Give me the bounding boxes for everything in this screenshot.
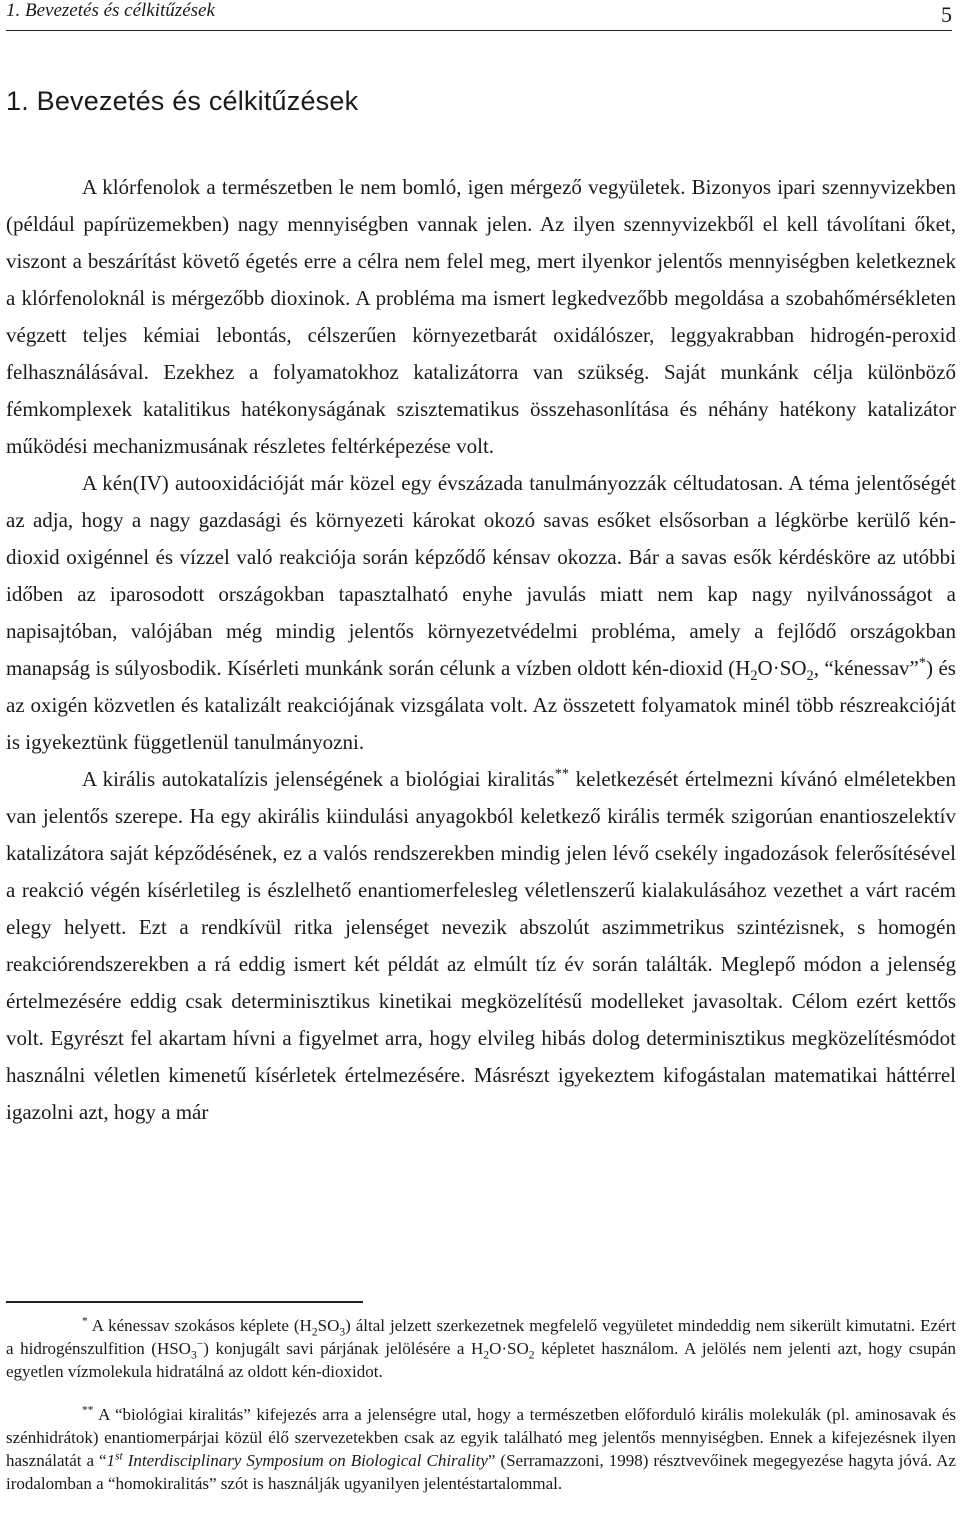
symposium-title: Interdisciplinary Symposium on Biological Chirality [122, 1451, 488, 1470]
subscript: 3 [339, 1325, 346, 1339]
subscript: 2 [750, 668, 758, 685]
p3-text-after: keletkezését értelmezni kívánó elméletekben van jelentős szerepe. Ha egy akirális kiindulási anyagokból keletkező királis termék szigorúan enantioszelektív katalizátora saját képződésének, ez a valós rendszerekben mindig jelen lévő csekély ingadozások felerősítésével a reakció végén kísérletileg is észlelhető enantiomerfelesleg véletlenszerű kialakulásához vezethet a várt racém elegy helyett. Ezt a rendkívül ritka jelenséget nevezik abszolút aszimmetrikus szintézisnek, s homogén reakciórendszerekben a rá eddig ismert két példát az elmúlt tíz év során találták. Meglepő módon a jelenség értelmezésére eddig csak determinisztikus kinetikai megközelítésű modelleket javasoltak. Célom ezért kettős volt. Egyrészt fel akartam hívni a figyelmet arra, hogy elvileg hibás dolog determinisztikus megközelítésmódot használni véletlen kimenetű kísérletek értelmezésére. Másrészt igyekeztem kifogástalan matematikai háttérrel igazolni azt, hogy a már [6, 767, 956, 1124]
footnote-divider [6, 1301, 363, 1303]
subscript: 2 [806, 668, 814, 685]
footnote-ref-1[interactable]: * [918, 655, 927, 671]
footnote-1 [6, 1314, 956, 1383]
chapter-heading: 1. Bevezetés és célkitűzések [6, 86, 359, 116]
footnotes [6, 1314, 956, 1495]
subscript: 2 [528, 1348, 535, 1362]
footnote-text: ) által jelzett szerkezetnek megfelelő vegyületet mindeddig nem sikerült kimutatni. Ezért a hidrogénszulfition (HSO [6, 1316, 956, 1358]
body-text [6, 169, 956, 1131]
subscript: 3 [190, 1348, 197, 1362]
ordinal-suffix: st [115, 1449, 123, 1463]
paragraph-2 [6, 465, 956, 761]
footnote-text: képletet használom. A jelölés nem jelenti azt, hogy csupán egyetlen vízmolekula hidratálná az oldott kén-dioxidot. [6, 1339, 957, 1381]
subscript: 2 [311, 1325, 318, 1339]
footnote-text: A “biológiai kiralitás” kifejezés arra a jelenségre utal, hogy a természetben előforduló királis molekulák (pl. aminosavak és szénhidrátok) enantiomerpárjai közül élő szervezetekben csak az egyik található meg jelentős mennyiségben. Ennek a kifejezésnek ilyen használatát a “ [6, 1405, 956, 1470]
p2-text-after: ) és az oxigén közvetlen és katalizált reakciójának vizsgálata volt. Az összetett folyamatok minél több részreakcióját is igyekeztünk függetlenül tanulmányozni. [6, 656, 956, 754]
footnote-text: A kénessav szokásos képlete (H [87, 1316, 312, 1335]
page-number: 5 [941, 2, 952, 27]
footnote-text: SO [317, 1316, 340, 1335]
footnote-text: ” (Serramazzoni, 1998) résztvevőinek megegyezése hagyta jóvá. Az irodalomban a “homokiralitás” szót is használják ugyanilyen jelentéstartalommal. [6, 1451, 956, 1493]
footnote-mark: * [82, 1314, 88, 1328]
p2-text: , “kénessav” [813, 656, 919, 680]
symposium-name [107, 1451, 488, 1470]
footnote-ref-2[interactable]: ** [554, 766, 569, 782]
paragraph-3 [6, 761, 956, 1131]
p2-text-before: A kén(IV) autooxidációját már közel egy évszázada tanulmányozzák céltudatosan. A téma jelentőségét az adja, hogy a nagy gazdasági és környezeti károkat okozó savas esőket elsősorban a légkörbe kerülő kén-dioxid oxigénnel és vízzel való reakciója során képződő kénsav okozza. Bár a savas esők kérdésköre az utóbbi időben az iparosodott országokban tapasztalható enyhe javulás miatt nem kap nagy nyilvánosságot a napisajtóban, valójában még mindig jelentős környezetvédelmi probléma, amely a fejlődő országokban manapság is súlyosbodik. Kísérleti munkánk során célunk a vízben oldott kén-dioxid (H [6, 471, 956, 680]
ordinal-number: 1 [106, 1451, 116, 1470]
subscript: 2 [483, 1348, 490, 1362]
running-title: 1. Bevezetés és célkitűzések [6, 0, 215, 21]
footnote-text: ) konjugált savi párjának jelölésére a H [203, 1339, 484, 1358]
superscript: − [196, 1337, 204, 1351]
footnote-text: O·SO [489, 1339, 529, 1358]
paragraph-1: A klórfenolok a természetben le nem bomló, igen mérgező vegyületek. Bizonyos ipari szennyvizekben (például papírüzemekben) nagy mennyiségben vannak jelen. Az ilyen szennyvizekből el kell távolítani őket, viszont a beszárítást követő égetés erre a célra nem felel meg, mert ilyenkor jelentős mennyiségben keletkeznek a klórfenoloknál is mérgezőbb dioxinok. A probléma ma ismert legkedvezőbb megoldása a szobahőmérsékleten végzett teljes kémiai lebontás, célszerűen környezetbarát oxidálószer, leggyakrabban hidrogén-peroxid felhasználásával. Ezekhez a folyamatokhoz katalizátorra van szükség. Saját munkánk célja különböző fémkomplexek katalitikus hatékonyságának szisztematikus összehasonlítása és néhány hatékony katalizátor működési mechanizmusának részletes feltérképezése volt. [6, 175, 956, 458]
p3-text-before: A királis autokatalízis jelenségének a biológiai kiralitás [82, 767, 555, 791]
footnote-mark: ** [82, 1403, 94, 1417]
footnote-2 [6, 1403, 956, 1495]
running-header [6, 0, 952, 31]
p2-text: O·SO [757, 656, 807, 680]
